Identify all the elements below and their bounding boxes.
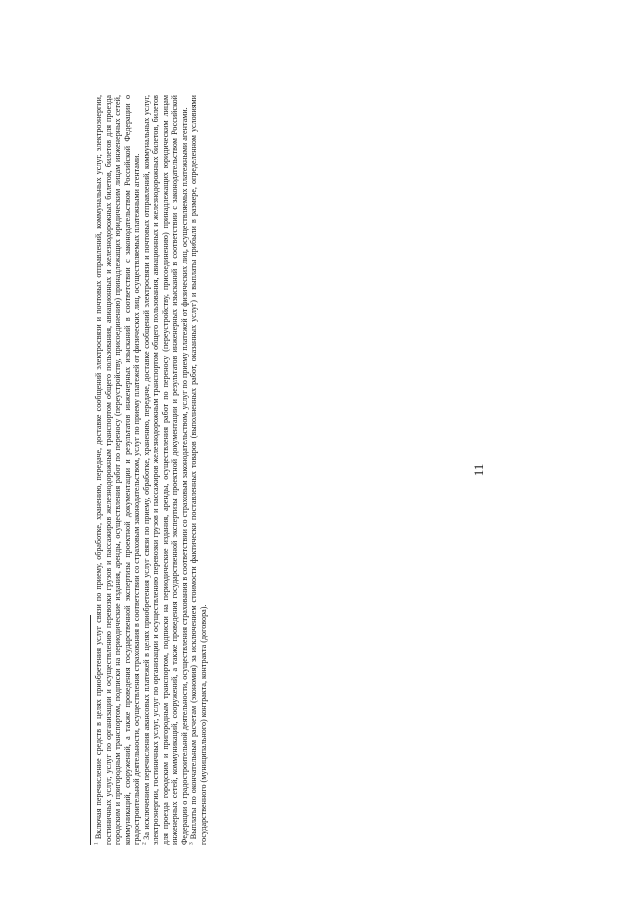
page-number: 11 bbox=[471, 463, 486, 477]
footnote-1 bbox=[94, 95, 142, 845]
rotated-page-content bbox=[90, 75, 486, 865]
footnote-marker: 3 bbox=[188, 842, 195, 845]
footnote-marker: 2 bbox=[140, 842, 147, 845]
footnote-2 bbox=[142, 95, 190, 845]
footnote-text: За исключением перечисления авансовых платежей в целях приобретения услуг связи по приему, обработке, хранению, передаче, доставке сообщений электросвязи и почтовых отправлений, коммунальных услуг, электроэнергии, гостиничных услуг, услуг по организации и осуществлению перевозки грузов и пассажиров железнодорожным транспортом общего пользования, авиационных и железнодорожных билетов, билетов для проезда городским и пригородным транспортом, подписки на периодические издания, аренды, осуществления работ по переносу (переустройству, присоединению) принадлежащих юридическим лицам инженерных сетей, коммуникаций, сооружений, а также проведения государственной экспертизы проектной документации и результатов инженерных изысканий в соответствии с законодательством Российской Федерации о градостроительной деятельности, осуществления страхования в соответствии со страховым законодательством, услуг по приему платежей от физических лиц, осуществляемых платежными агентами. bbox=[141, 95, 189, 845]
footnote-separator bbox=[90, 615, 91, 845]
footnote-text: Выплаты по окончательным расчетам (экономия) за исключением стоимости фактически поставленных товаров (выполненных работ, оказанных услуг) и выплаты прибыли в размере, определенном условиями государственного (муниципального) контракта, контракта (договора). bbox=[189, 94, 208, 845]
footnote-text: Включая перечисление средств в целях приобретения услуг связи по приему, обработке, хранению, передаче, доставке сообщений электросвязи и почтовых отправлений, коммунальных услуг, электроэнергии, гостиничных услуг, услуг по организации и осуществлению перевозки грузов и пассажиров железнодорожным транспортом общего пользования, авиационных и железнодорожных билетов, билетов для проезда городским и пригородным транспортом, подписки на периодические издания, аренды, осуществления работ по переносу (переустройству, присоединению) принадлежащих юридическим лицам инженерных сетей, коммуникаций, сооружений, а также проведения государственной экспертизы проектной документации и результатов инженерных изысканий в соответствии с законодательством Российской Федерации о градостроительной деятельности, осуществления страхования в соответствии со страховым законодательством, услуг по приему платежей от физических лиц, осуществляемых платежными агентами. bbox=[94, 95, 141, 845]
footnote-marker: 1 bbox=[93, 842, 100, 845]
footnote-3 bbox=[189, 95, 208, 845]
footnotes-block bbox=[90, 95, 335, 845]
